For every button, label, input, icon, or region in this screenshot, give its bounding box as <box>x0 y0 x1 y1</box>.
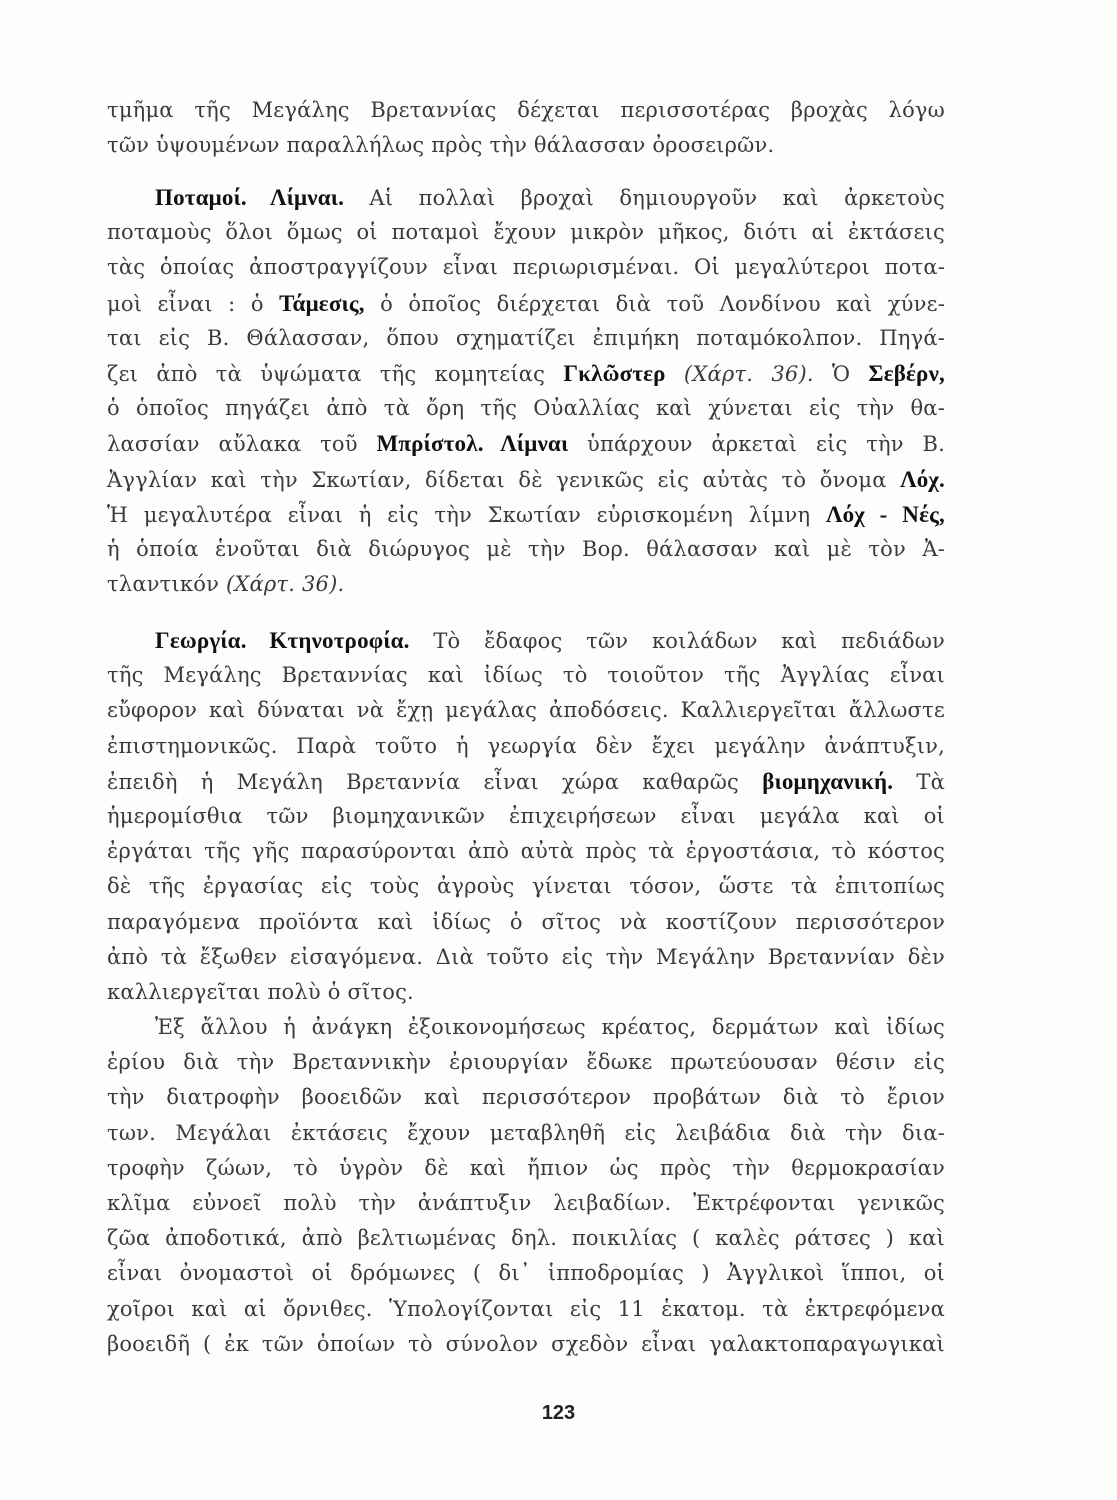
text-line <box>107 1116 945 1151</box>
text-segment: παραγόμενα προϊόντα καὶ ἰδίως ὁ σῖτος νὰ κοστίζουν περισσότερον <box>107 909 945 934</box>
text-line <box>107 869 945 904</box>
text-segment: Αἱ πολλαὶ βροχαὶ δημιουργοῦν καὶ ἀρκετοὺς <box>344 186 945 210</box>
text-line <box>107 623 945 658</box>
text-line <box>107 321 945 356</box>
text-segment: ἐργάται τῆς γῆς παρασύρονται ἀπὸ αὐτὰ πρὸς τὰ ἐργοστάσια, τὸ κόστος <box>107 839 945 864</box>
page-number: 123 <box>541 1402 576 1424</box>
text-segment: ἡ ὁποία ἑνοῦται διὰ διώρυγος μὲ τὴν Βορ. θάλασσαν καὶ μὲ τὸν Ἀ- <box>107 536 945 561</box>
text-line <box>107 940 945 975</box>
text-line <box>107 426 945 461</box>
bold-heading-text: Τάμεσις, <box>279 290 365 316</box>
text-line <box>107 567 945 602</box>
text-segment: Τὰ <box>893 769 945 794</box>
text-line <box>107 497 945 532</box>
bold-heading-text: Λόχ. <box>900 466 945 492</box>
bold-heading-text: βιομηχανική. <box>762 768 894 794</box>
text-segment: τλαντικόν <box>107 572 226 597</box>
text-segment: ἐπιστημονικῶς. Παρὰ τοῦτο ἡ γεωργία δὲν ἔχει μεγάλην ἀνάπτυξιν, <box>107 733 945 758</box>
bold-heading-text: Γκλῶστερ <box>563 360 666 386</box>
text-segment: δὲ τῆς ἐργασίας εἰς τοὺς ἀγροὺς γίνεται τόσον, ὥστε τὰ ἐπιτοπίως <box>107 874 945 899</box>
text-line <box>107 180 945 215</box>
text-line <box>107 532 945 567</box>
text-segment: Τὸ ἔδαφος τῶν κοιλάδων καὶ πεδιάδων <box>409 629 945 653</box>
text-line <box>107 1186 945 1221</box>
text-segment: εἶναι ὀνομαστοὶ οἱ δρόμωνες ( δι᾿ ἱπποδρομίας ) Ἀγγλικοὶ ἵπποι, οἱ <box>107 1261 945 1286</box>
text-line <box>107 729 945 764</box>
section-agriculture-livestock <box>107 623 945 1362</box>
text-segment: των. Μεγάλαι ἐκτάσεις ἔχουν μεταβληθῆ εἰς λειβάδια διὰ τὴν δια- <box>107 1120 945 1145</box>
text-line <box>107 250 945 285</box>
text-line <box>107 93 945 128</box>
text-segment: ἐπειδὴ ἡ Μεγάλη Βρεταννία εἶναι χώρα καθαρῶς <box>107 769 763 794</box>
text-segment: ποταμοὺς ὅλοι ὅμως οἱ ποταμοὶ ἔχουν μικρὸν μῆκος, διότι αἱ ἐκτάσεις <box>107 220 945 245</box>
text-line <box>107 975 945 1010</box>
text-line <box>107 834 945 869</box>
text-segment: τμῆμα τῆς Μεγάλης Βρεταννίας δέχεται περισσοτέρας βροχὰς λόγω <box>107 98 945 122</box>
text-line <box>107 1221 945 1256</box>
text-segment: ὁ ὁποῖος διέρχεται διὰ τοῦ Λονδίνου καὶ χύνε- <box>364 291 945 316</box>
text-line <box>107 799 945 834</box>
bold-heading-text: Λόχ - Νές, <box>825 501 945 527</box>
text-segment: τῶν ὑψουμένων παραλλήλως πρὸς τὴν θάλασσαν ὀροσειρῶν. <box>107 133 775 158</box>
text-segment: Ὁ <box>813 361 869 386</box>
text-segment: εὔφορον καὶ δύναται νὰ ἔχῃ μεγάλας ἀποδόσεις. Καλλιεργεῖται ἄλλωστε <box>107 698 945 723</box>
text-segment: βοοειδῆ ( ἐκ τῶν ὁποίων τὸ σύνολον σχεδὸν εἶναι γαλακτοπαραγωγικαὶ <box>107 1331 945 1356</box>
italic-reference: (Χάρτ. 36). <box>225 572 345 597</box>
text-segment: τῆς Μεγάλης Βρεταννίας καὶ ἰδίως τὸ τοιοῦτον τῆς Ἀγγλίας εἶναι <box>107 663 945 688</box>
text-segment: ζῶα ἀποδοτικά, ἀπὸ βελτιωμένας δηλ. ποικιλίας ( καλὲς ράτσες ) καὶ <box>107 1226 945 1251</box>
text-line <box>107 1010 945 1045</box>
bold-heading-text: Ποταμοί. Λίμναι. <box>155 185 345 210</box>
text-segment: Ἀγγλίαν καὶ τὴν Σκωτίαν, δίδεται δὲ γενικῶς εἰς αὐτὰς τὸ ὄνομα <box>107 467 901 492</box>
text-segment: ὁ ὁποῖος πηγάζει ἀπὸ τὰ ὄρη τῆς Οὐαλλίας καὶ χύνεται εἰς τὴν θα- <box>107 396 945 421</box>
text-line <box>107 128 945 163</box>
text-segment: ἡμερομίσθια τῶν βιομηχανικῶν ἐπιχειρήσεων εἶναι μεγάλα καὶ οἱ <box>107 803 945 828</box>
text-line <box>107 1080 945 1115</box>
text-line <box>107 1151 945 1186</box>
text-line <box>107 286 945 321</box>
text-segment: ζει ἀπὸ τὰ ὑψώματα τῆς κομητείας <box>107 361 564 386</box>
text-segment: καλλιεργεῖται πολὺ ὁ σῖτος. <box>107 979 414 1004</box>
text-segment: τὰς ὁποίας ἀποστραγγίζουν εἶναι περιωρισμέναι. Οἱ μεγαλύτεροι ποτα- <box>107 255 945 280</box>
section-rivers-lakes <box>107 180 945 602</box>
text-line <box>107 356 945 391</box>
text-line <box>107 1292 945 1327</box>
paragraph-continuation <box>107 93 945 163</box>
text-line <box>107 391 945 426</box>
italic-reference: (Χάρτ. 36). <box>665 361 814 386</box>
text-line <box>107 764 945 799</box>
text-line <box>107 215 945 250</box>
text-segment: ἀπὸ τὰ ἔξωθεν εἰσαγόμενα. Διὰ τοῦτο εἰς τὴν Μεγάλην Βρεταννίαν δὲν <box>107 944 945 969</box>
text-segment: Ἡ μεγαλυτέρα εἶναι ἡ εἰς τὴν Σκωτίαν εὑρισκομένη λίμνη <box>107 502 826 527</box>
text-segment: Ἐξ ἄλλου ἡ ἀνάγκη ἐξοικονομήσεως κρέατος, δερμάτων καὶ ἰδίως <box>155 1015 945 1040</box>
text-line <box>107 693 945 728</box>
bold-heading-text: Σεβέρν, <box>868 360 945 386</box>
text-line <box>107 1045 945 1080</box>
text-line <box>107 462 945 497</box>
text-segment: ται εἰς Β. Θάλασσαν, ὅπου σχηματίζει ἐπιμήκη ποταμόκολπον. Πηγά- <box>107 325 945 350</box>
bold-heading-text: Μπρίστολ. Λίμναι <box>376 431 569 457</box>
bold-heading-text: Γεωργία. Κτηνοτροφία. <box>155 628 410 653</box>
text-segment: τὴν διατροφὴν βοοειδῶν καὶ περισσότερον προβάτων διὰ τὸ ἔριον <box>107 1085 945 1110</box>
text-segment: τροφὴν ζώων, τὸ ὑγρὸν δὲ καὶ ἤπιον ὡς πρὸς τὴν θερμοκρασίαν <box>107 1155 945 1180</box>
text-segment: ἐρίου διὰ τὴν Βρεταννικὴν ἐριουργίαν ἔδωκε πρωτεύουσαν θέσιν εἰς <box>107 1050 945 1075</box>
text-line <box>107 905 945 940</box>
text-line <box>107 1256 945 1291</box>
text-line <box>107 1327 945 1362</box>
text-line <box>107 658 945 693</box>
text-segment: λασσίαν αὔλακα τοῦ <box>107 432 377 457</box>
text-segment: ὑπάρχουν ἀρκεταὶ εἰς τὴν Β. <box>568 432 945 457</box>
text-segment: μοὶ εἶναι : ὁ <box>107 291 280 316</box>
text-segment: κλῖμα εὐνοεῖ πολὺ τὴν ἀνάπτυξιν λειβαδίων. Ἐκτρέφονται γενικῶς <box>107 1191 945 1215</box>
text-segment: χοῖροι καὶ αἱ ὄρνιθες. Ὑπολογίζονται εἰς 11 ἑκατομ. τὰ ἐκτρεφόμενα <box>107 1296 945 1321</box>
